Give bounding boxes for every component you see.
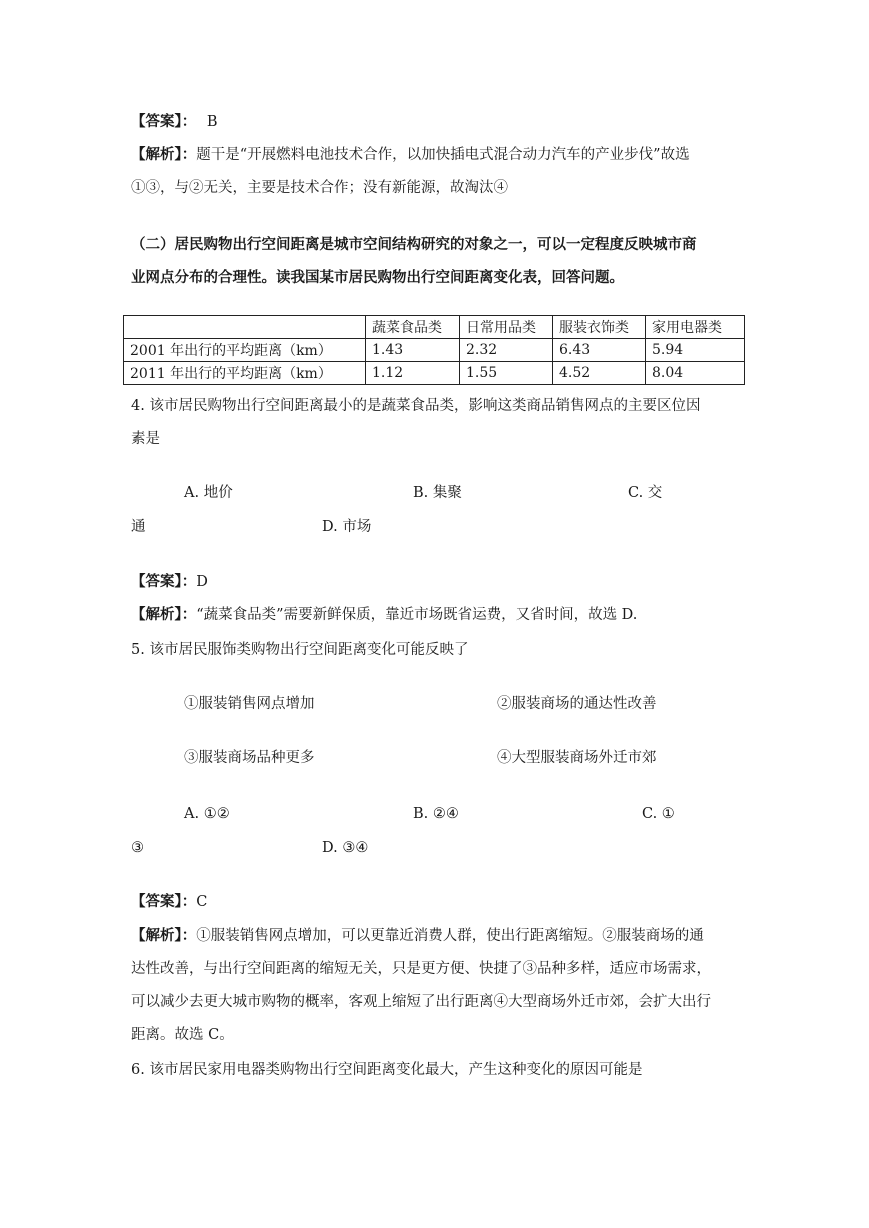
q5-answer: [131, 892, 207, 912]
distance-table: [123, 315, 745, 385]
q5-option-c-wrap: ③: [131, 840, 144, 856]
q5-option-d: D. ③④: [322, 840, 369, 856]
q5-option-a: A. ①②: [184, 806, 230, 822]
table-cell: 2001 年出行的平均距离（km）: [124, 339, 366, 362]
table-cell: 2011 年出行的平均距离（km）: [124, 362, 366, 385]
q5-analysis-line1: [131, 926, 704, 946]
q4-option-a: A. 地价: [184, 485, 233, 501]
analysis-text: 题干是“开展燃料电池技术合作，以加快插电式混合动力汽车的产业步伐”故选: [196, 147, 690, 163]
q4-stem-line1: 4. 该市居民购物出行空间距离最小的是蔬菜食品类，影响这类商品销售网点的主要区位因: [131, 398, 701, 414]
table-header-cell: 服装衣饰类: [553, 316, 646, 339]
q5-item-4: ④大型服装商场外迁市郊: [497, 750, 657, 766]
analysis-text: ①服装销售网点增加，可以更靠近消费人群，使出行距离缩短。②服装商场的通: [196, 928, 704, 944]
table-cell: 1.12: [366, 362, 460, 385]
table-row: [124, 362, 745, 385]
q5-item-3: ③服装商场品种更多: [184, 750, 315, 766]
q6-stem: 6. 该市居民家用电器类购物出行空间距离变化最大，产生这种变化的原因可能是: [131, 1062, 643, 1078]
table-cell: 5.94: [646, 339, 745, 362]
q5-stem: 5. 该市居民服饰类购物出行空间距离变化可能反映了: [131, 642, 469, 658]
answer-label: 【答案】：: [131, 573, 197, 590]
q3-analysis-line1: [131, 145, 690, 165]
table-header-cell: 日常用品类: [460, 316, 553, 339]
section-intro-line1: （二）居民购物出行空间距离是城市空间结构研究的对象之一，可以一定程度反映城市商: [131, 236, 697, 253]
analysis-label: 【解析】：: [131, 606, 197, 623]
table-row: [124, 339, 745, 362]
answer-value: D: [196, 574, 208, 590]
answer-value: B: [206, 114, 218, 130]
table-cell: 1.55: [460, 362, 553, 385]
analysis-text: “蔬菜食品类”需要新鲜保质，靠近市场既省运费，又省时间，故选 D.: [196, 607, 638, 623]
q4-option-c-wrap: 通: [131, 519, 146, 535]
q3-analysis-line2: ①③，与②无关，主要是技术合作；没有新能源，故淘汰④: [131, 180, 508, 196]
q5-analysis-line4: 距离。故选 C。: [131, 1027, 234, 1043]
q5-item-2: ②服装商场的通达性改善: [497, 696, 657, 712]
q5-analysis-line3: 可以减少去更大城市购物的概率，客观上缩短了出行距离④大型商场外迁市郊，会扩大出行: [131, 994, 711, 1010]
table-header-cell: 蔬菜食品类: [366, 316, 460, 339]
answer-value: C: [196, 894, 208, 910]
table-cell: 8.04: [646, 362, 745, 385]
table-cell: 4.52: [553, 362, 646, 385]
section-intro-line2: 业网点分布的合理性。读我国某市居民购物出行空间距离变化表，回答问题。: [131, 269, 624, 286]
table-header-row: [124, 316, 745, 339]
q5-option-b: B. ②④: [413, 806, 459, 822]
q5-item-1: ①服装销售网点增加: [184, 696, 315, 712]
q3-answer: [131, 112, 218, 132]
q4-analysis: [131, 605, 637, 625]
table-cell: 2.32: [460, 339, 553, 362]
answer-label: 【答案】：: [131, 893, 197, 910]
analysis-label: 【解析】：: [131, 927, 197, 944]
table-header-cell: 家用电器类: [646, 316, 745, 339]
q5-option-c: C. ①: [642, 806, 675, 822]
q4-answer: [131, 572, 208, 592]
q4-stem-line2: 素是: [131, 431, 160, 447]
q4-option-d: D. 市场: [322, 519, 372, 535]
q5-analysis-line2: 达性改善，与出行空间距离的缩短无关，只是更方便、快捷了③品种多样，适应市场需求，: [131, 961, 711, 977]
q4-option-b: B. 集聚: [413, 485, 462, 501]
analysis-label: 【解析】：: [131, 146, 197, 163]
table-cell: 6.43: [553, 339, 646, 362]
q4-option-c: C. 交: [628, 485, 663, 501]
table-cell: 1.43: [366, 339, 460, 362]
table-header-cell: [124, 316, 366, 339]
answer-label: 【答案】：: [131, 113, 197, 130]
